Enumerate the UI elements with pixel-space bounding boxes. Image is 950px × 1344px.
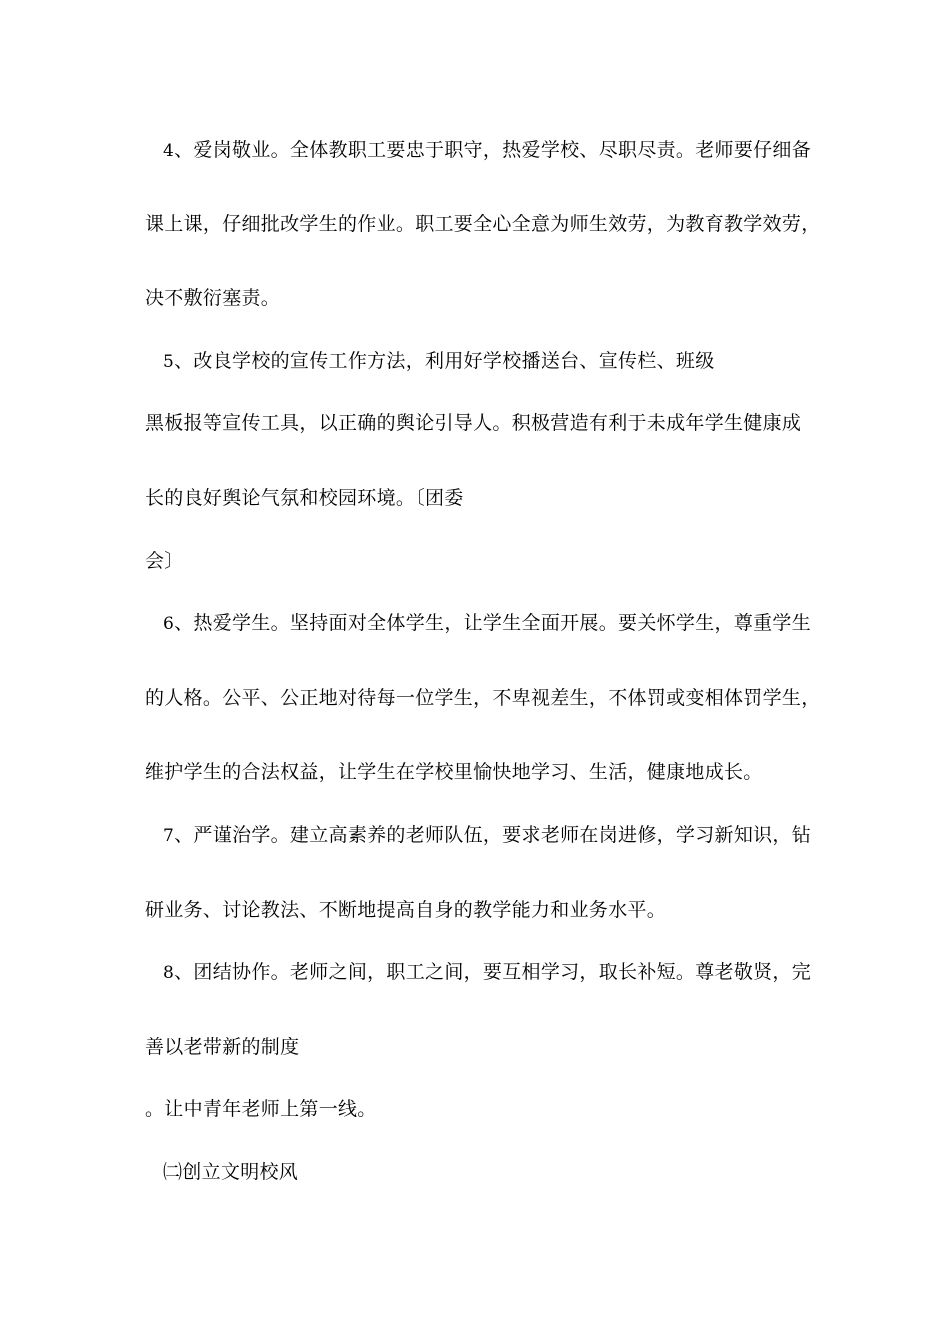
paragraph-line [163, 610, 811, 637]
item-number: 8 [163, 963, 175, 983]
line-text: ㈡创立文明校风 [163, 1161, 299, 1183]
line-text: 、严谨治学。建立高素养的老师队伍，要求老师在岗进修，学习新知识，钻 [174, 824, 812, 846]
line-text: 课上课，仔细批改学生的作业。职工要全心全意为师生效劳，为教育教学效劳， [145, 213, 821, 235]
paragraph-line [145, 1096, 377, 1122]
item-number: 7 [163, 826, 175, 846]
line-text: 黑板报等宣传工具，以正确的舆论引导人。积极营造有利于未成年学生健康成 [145, 412, 802, 434]
line-text: 、爱岗敬业。全体教职工要忠于职守，热爱学校、尽职尽责。老师要仔细备 [174, 139, 812, 161]
item-number: 6 [163, 614, 175, 634]
line-text: 、热爱学生。坚持面对全体学生，让学生全面开展。要关怀学生，尊重学生 [174, 612, 812, 634]
line-text: 、团结协作。老师之间，职工之间，要互相学习，取长补短。尊老敬贤，完 [174, 961, 812, 983]
paragraph-line [145, 410, 801, 436]
item-number: 5 [163, 352, 175, 372]
line-text: 善以老带新的制度 [145, 1036, 300, 1058]
line-text: 。让中青年老师上第一线。 [145, 1098, 377, 1120]
paragraph-line [145, 897, 666, 923]
line-text: 决不敷衍塞责。 [145, 287, 281, 309]
paragraph-line [163, 137, 811, 164]
item-number: 4 [163, 141, 175, 161]
paragraph-line [145, 548, 184, 574]
paragraph-line [145, 211, 821, 237]
paragraph-line [145, 1034, 299, 1060]
paragraph-line [145, 759, 763, 785]
paragraph-line [145, 685, 821, 711]
paragraph-line [163, 959, 811, 986]
paragraph-line [145, 285, 280, 311]
paragraph-line [163, 348, 715, 375]
paragraph-line [145, 485, 464, 511]
line-text: 会〕 [145, 550, 184, 572]
line-text: 研业务、讨论教法、不断地提高自身的教学能力和业务水平。 [145, 899, 667, 921]
line-text: 的人格。公平、公正地对待每一位学生，不卑视差生，不体罚或变相体罚学生， [145, 687, 821, 709]
paragraph-line [163, 822, 811, 849]
line-text: 、改良学校的宣传工作方法，利用好学校播送台、宣传栏、班级 [174, 350, 715, 372]
section-heading [163, 1159, 298, 1185]
line-text: 长的良好舆论气氛和校园环境。〔团委 [145, 487, 464, 509]
line-text: 维护学生的合法权益，让学生在学校里愉快地学习、生活，健康地成长。 [145, 761, 763, 783]
